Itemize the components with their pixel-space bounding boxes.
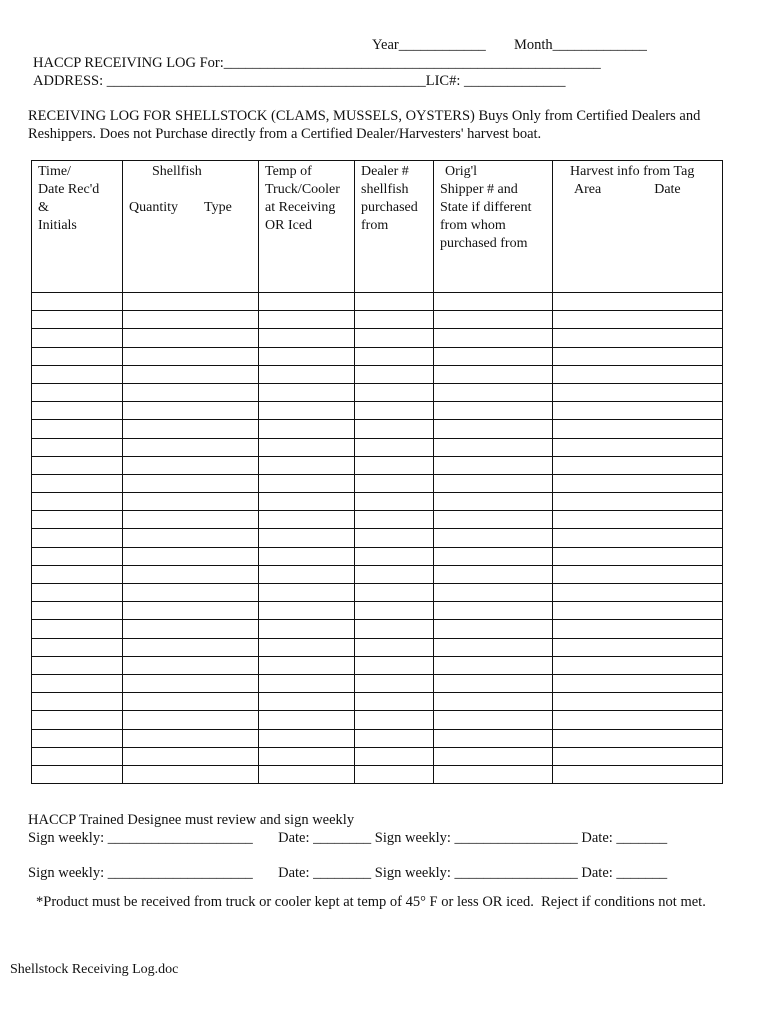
table-row [32,674,723,692]
table-cell[interactable] [259,620,355,638]
table-row [32,584,723,602]
table-cell[interactable] [553,456,723,474]
table-cell[interactable] [32,602,123,620]
table-cell[interactable] [123,456,259,474]
table-row [32,729,723,747]
table-cell[interactable] [434,311,553,329]
table-cell[interactable] [553,438,723,456]
table-row [32,693,723,711]
table-cell[interactable] [434,383,553,401]
table-cell[interactable] [259,383,355,401]
table-cell[interactable] [123,565,259,583]
table-cell[interactable] [553,311,723,329]
subheader-area: Area [574,182,602,197]
table-cell[interactable] [434,656,553,674]
table-cell[interactable] [434,293,553,311]
table-cell[interactable] [434,674,553,692]
table-cell[interactable] [259,547,355,565]
signoff-row-2[interactable]: Sign weekly: ____________________ Date: ________ Sign weekly: _________________ Date: _______ [28,865,668,881]
table-cell[interactable] [32,329,123,347]
table-cell[interactable] [32,584,123,602]
intro-text [28,107,744,143]
table-header-row [32,161,723,293]
table-cell[interactable] [434,729,553,747]
table-cell[interactable] [259,474,355,492]
table-cell[interactable] [32,747,123,765]
table-cell[interactable] [355,602,434,620]
table-cell[interactable] [259,729,355,747]
table-cell[interactable] [553,565,723,583]
table-cell[interactable] [355,329,434,347]
table-cell[interactable] [123,383,259,401]
table-cell[interactable] [355,493,434,511]
table-row [32,638,723,656]
month-field[interactable]: Month_____________ [514,37,647,53]
table-cell[interactable] [355,474,434,492]
table-cell[interactable] [32,729,123,747]
table-cell[interactable] [123,638,259,656]
table-cell[interactable] [434,547,553,565]
table-cell[interactable] [355,584,434,602]
table-row [32,402,723,420]
signoff-heading: HACCP Trained Designee must review and sign weekly [28,812,355,828]
table-cell[interactable] [32,438,123,456]
table-cell[interactable] [259,656,355,674]
document-filename: Shellstock Receiving Log.doc [10,962,179,977]
table-row [32,493,723,511]
table-cell[interactable] [32,383,123,401]
table-cell[interactable] [355,620,434,638]
table-cell[interactable] [123,620,259,638]
table-cell[interactable] [123,474,259,492]
table-cell[interactable] [434,765,553,783]
table-cell[interactable] [123,402,259,420]
table-cell[interactable] [123,674,259,692]
table-cell[interactable] [553,347,723,365]
table-cell[interactable] [553,729,723,747]
table-cell[interactable] [355,420,434,438]
table-cell[interactable] [259,674,355,692]
table-cell[interactable] [32,547,123,565]
table-cell[interactable] [259,693,355,711]
table-cell[interactable] [434,493,553,511]
table-cell[interactable] [32,402,123,420]
table-cell[interactable] [123,329,259,347]
address-lic-field[interactable]: ADDRESS: ____________________________________________LIC#: ______________ [33,73,566,89]
table-cell[interactable] [259,529,355,547]
table-cell[interactable] [123,438,259,456]
table-cell[interactable] [32,365,123,383]
table-cell[interactable] [32,711,123,729]
table-cell[interactable] [259,511,355,529]
table-row [32,765,723,783]
table-row [32,438,723,456]
table-cell[interactable] [123,547,259,565]
table-cell[interactable] [32,656,123,674]
table-cell[interactable] [553,674,723,692]
table-cell[interactable] [553,747,723,765]
table-row [32,365,723,383]
table-cell[interactable] [553,402,723,420]
table-cell[interactable] [553,693,723,711]
table-cell[interactable] [355,765,434,783]
table-cell[interactable] [259,311,355,329]
table-cell[interactable] [355,674,434,692]
table-cell[interactable] [355,638,434,656]
table-cell[interactable] [32,474,123,492]
table-cell[interactable] [32,529,123,547]
table-cell[interactable] [32,311,123,329]
table-cell[interactable] [259,493,355,511]
table-cell[interactable] [355,365,434,383]
table-row [32,602,723,620]
table-row [32,620,723,638]
table-cell[interactable] [434,402,553,420]
table-cell[interactable] [355,511,434,529]
table-cell[interactable] [553,511,723,529]
table-row [32,747,723,765]
table-cell[interactable] [32,565,123,583]
table-row [32,456,723,474]
table-cell[interactable] [259,765,355,783]
table-cell[interactable] [32,693,123,711]
table-cell[interactable] [32,765,123,783]
table-cell[interactable] [355,456,434,474]
table-cell[interactable] [32,674,123,692]
receiving-log-table [31,160,723,784]
table-cell[interactable] [32,293,123,311]
table-cell[interactable] [259,602,355,620]
table-row [32,547,723,565]
table-cell[interactable] [32,638,123,656]
table-cell[interactable] [355,293,434,311]
table-cell[interactable] [434,711,553,729]
table-row [32,474,723,492]
col-header-original-shipper: Orig'l Shipper # and State if different from whom purchased from [434,161,553,293]
table-cell[interactable] [123,293,259,311]
intro-line-1: RECEIVING LOG FOR SHELLSTOCK (CLAMS, MUSSELS, OYSTERS) Buys Only from Certified Dealers and [28,108,701,124]
table-cell[interactable] [553,584,723,602]
table-cell[interactable] [553,329,723,347]
table-cell[interactable] [553,474,723,492]
subheader-quantity: Quantity [129,200,178,215]
table-cell[interactable] [123,693,259,711]
table-row [32,511,723,529]
table-cell[interactable] [123,747,259,765]
table-cell[interactable] [434,747,553,765]
table-cell[interactable] [123,729,259,747]
subheader-date: Date [654,182,681,197]
table-cell[interactable] [434,347,553,365]
table-cell[interactable] [123,420,259,438]
signoff-row-1[interactable]: Sign weekly: ____________________ Date: ________ Sign weekly: _________________ Date: _______ [28,830,668,846]
table-cell[interactable] [123,529,259,547]
table-cell[interactable] [434,638,553,656]
table-cell[interactable] [259,638,355,656]
table-row [32,311,723,329]
table-cell[interactable] [434,602,553,620]
table-cell[interactable] [553,602,723,620]
table-cell[interactable] [259,402,355,420]
table-cell[interactable] [32,493,123,511]
table-cell[interactable] [123,765,259,783]
table-cell[interactable] [259,565,355,583]
subheader-type: Type [204,200,232,215]
table-cell[interactable] [355,438,434,456]
table-cell[interactable] [123,584,259,602]
table-cell[interactable] [434,474,553,492]
table-cell[interactable] [434,693,553,711]
table-cell[interactable] [259,456,355,474]
year-field[interactable]: Year____________ [372,37,486,53]
table-row [32,529,723,547]
table-cell[interactable] [355,729,434,747]
table-cell[interactable] [259,347,355,365]
table-cell[interactable] [434,456,553,474]
table-cell[interactable] [32,420,123,438]
table-cell[interactable] [259,293,355,311]
col-header-shellfish: Shellfish Quantity Type [123,161,259,293]
table-cell[interactable] [553,656,723,674]
table-cell[interactable] [123,365,259,383]
table-cell[interactable] [123,656,259,674]
table-row [32,347,723,365]
temperature-note: *Product must be received from truck or cooler kept at temp of 45° F or less OR iced. Reject if conditions not met. [36,894,706,910]
table-row [32,656,723,674]
table-cell[interactable] [553,493,723,511]
table-cell[interactable] [434,420,553,438]
table-row [32,711,723,729]
table-cell[interactable] [123,602,259,620]
table-cell[interactable] [434,529,553,547]
col-header-harvest-info: Harvest info from Tag Area Date [553,161,723,293]
table-cell[interactable] [123,511,259,529]
table-cell[interactable] [259,584,355,602]
table-cell[interactable] [355,656,434,674]
table-cell[interactable] [32,620,123,638]
table-cell[interactable] [355,529,434,547]
table-row [32,420,723,438]
table-cell[interactable] [32,511,123,529]
log-entries [32,293,723,784]
table-cell[interactable] [553,293,723,311]
table-row [32,293,723,311]
table-cell[interactable] [553,420,723,438]
table-cell[interactable] [434,438,553,456]
col-header-time-date: Time/ Date Rec'd & Initials [32,161,123,293]
table-cell[interactable] [434,584,553,602]
table-cell[interactable] [259,747,355,765]
intro-line-2: Reshippers. Does not Purchase directly from a Certified Dealer/Harvesters' harvest boat. [28,126,542,142]
table-cell[interactable] [434,565,553,583]
table-cell[interactable] [355,402,434,420]
table-cell[interactable] [553,765,723,783]
table-cell[interactable] [355,693,434,711]
table-cell[interactable] [434,511,553,529]
table-cell[interactable] [553,365,723,383]
table-cell[interactable] [355,383,434,401]
table-row [32,383,723,401]
table-cell[interactable] [259,420,355,438]
table-cell[interactable] [355,547,434,565]
table-cell[interactable] [553,620,723,638]
table-cell[interactable] [32,456,123,474]
table-row [32,565,723,583]
table-cell[interactable] [553,529,723,547]
table-cell[interactable] [123,493,259,511]
table-cell[interactable] [259,438,355,456]
table-cell[interactable] [553,711,723,729]
col-header-dealer: Dealer # shellfish purchased from [355,161,434,293]
col-header-temp: Temp of Truck/Cooler at Receiving OR Iced [259,161,355,293]
log-for-field[interactable]: HACCP RECEIVING LOG For:____________________________________________________ [33,55,601,71]
table-cell[interactable] [355,711,434,729]
table-cell[interactable] [553,383,723,401]
table-cell[interactable] [123,347,259,365]
table-cell[interactable] [355,311,434,329]
table-cell[interactable] [434,620,553,638]
table-cell[interactable] [553,547,723,565]
table-cell[interactable] [355,747,434,765]
table-cell[interactable] [434,329,553,347]
table-cell[interactable] [259,711,355,729]
table-cell[interactable] [32,347,123,365]
table-cell[interactable] [355,347,434,365]
table-cell[interactable] [553,638,723,656]
table-cell[interactable] [123,711,259,729]
table-row [32,329,723,347]
table-cell[interactable] [259,365,355,383]
table-cell[interactable] [355,565,434,583]
table-cell[interactable] [123,311,259,329]
table-cell[interactable] [259,329,355,347]
table-cell[interactable] [434,365,553,383]
